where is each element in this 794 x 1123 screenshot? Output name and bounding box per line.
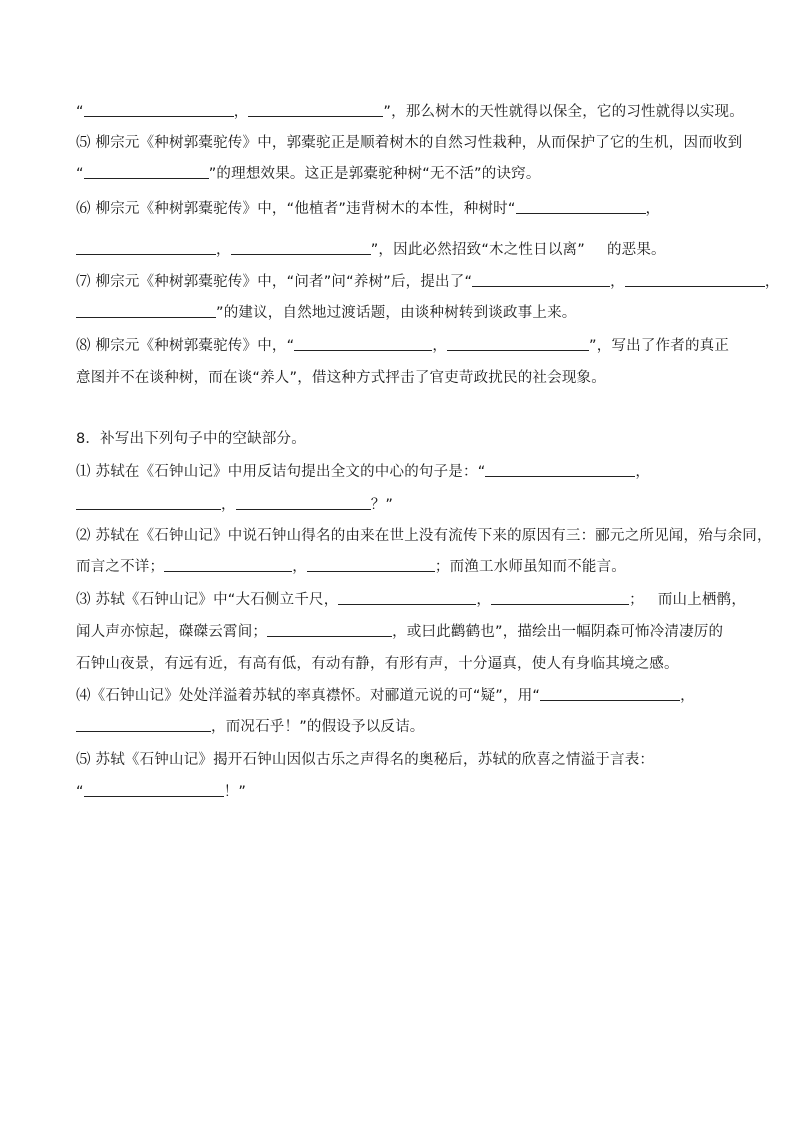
question-7-text: ⑺ 柳宗元《种树郭橐驼传》中，“问者”问“养树”后，提出了“: [76, 274, 473, 290]
section-title: 8．补写出下列句子中的空缺部分。: [76, 431, 306, 447]
answer-blank[interactable]: [76, 717, 211, 732]
line-m4: [76, 557, 726, 577]
comma: ，: [216, 242, 231, 258]
comma: ，: [645, 201, 661, 217]
quote-open: “: [76, 104, 84, 120]
quote-open: “: [76, 166, 84, 182]
answer-blank[interactable]: [267, 622, 392, 637]
line-m8: [76, 686, 726, 706]
line-8: [76, 336, 730, 356]
answer-blank[interactable]: [84, 102, 234, 117]
comma: ，: [635, 464, 651, 480]
sub-question-5-text: ⑸ 苏轼《石钟山记》揭开石钟山因似古乐之声得名的奥秘后，苏轼的欣喜之情溢于言表：: [76, 752, 655, 768]
answer-blank[interactable]: [164, 557, 292, 572]
quote-open: “: [76, 784, 84, 800]
answer-blank[interactable]: [625, 272, 765, 287]
answer-blank[interactable]: [447, 336, 589, 351]
question-5-text: ⑸ 柳宗元《种树郭橐驼传》中，郭橐驼正是顺着树木的自然习性栽种，从而保护了它的生机，因而收到: [76, 135, 743, 151]
answer-blank[interactable]: [491, 590, 629, 605]
line-m10: [76, 750, 726, 770]
line-6: [76, 272, 780, 292]
answer-blank[interactable]: [294, 336, 432, 351]
line-7: [76, 303, 726, 323]
line-1: [76, 102, 744, 122]
line-m6: [76, 622, 726, 642]
line-text: 石钟山夜景，有远有近，有高有低，有动有静，有形有声，十分逼真，使人有身临其境之感。: [76, 656, 679, 672]
answer-blank[interactable]: [472, 272, 610, 287]
comma: ，: [476, 592, 492, 608]
line-text: ，而况石乎！”的假设予以反诘。: [211, 719, 425, 735]
line-4: [76, 199, 726, 219]
line-2: [76, 133, 743, 153]
question-8-text: ⑻ 柳宗元《种树郭橐驼传》中，“: [76, 338, 295, 354]
answer-blank[interactable]: [76, 240, 216, 255]
line-text: ”的建议，自然地过渡话题，由谈种树转到谈政事上来。: [216, 305, 577, 321]
line-text: ！”: [223, 784, 247, 800]
answer-blank[interactable]: [540, 686, 680, 701]
comma: ，: [610, 274, 625, 290]
comma: ，: [292, 559, 307, 575]
comma: ，: [764, 274, 780, 290]
sub-question-4-text: ⑷《石钟山记》处处洋溢着苏轼的率真襟怀。对郦道元说的可“疑”，用“: [76, 688, 541, 704]
line-text: 意图并不在谈种树，而在谈“养人”，借这种方式抨击了官吏苛政扰民的社会现象。: [76, 370, 606, 386]
line-text: ”，写出了作者的真正: [589, 338, 730, 354]
question-8-heading: [76, 429, 726, 449]
answer-blank[interactable]: [307, 557, 435, 572]
comma: ，: [680, 688, 695, 704]
answer-blank[interactable]: [516, 199, 646, 214]
line-text: ”，因此必然招致“木之性日以离”: [370, 242, 585, 258]
comma: ，: [233, 104, 249, 120]
comma: ，: [432, 338, 448, 354]
answer-blank[interactable]: [231, 240, 371, 255]
line-m2: [76, 495, 726, 515]
answer-blank[interactable]: [84, 782, 224, 797]
line-m11: [76, 782, 726, 802]
answer-blank[interactable]: [76, 303, 216, 318]
line-text: 的恶果。: [606, 242, 666, 258]
line-m7: [76, 654, 726, 674]
line-text: ；而渔工水师虽知而不能言。: [434, 559, 627, 575]
sub-question-3-text: ⑶ 苏轼《石钟山记》中“大石侧立千尺，: [76, 592, 339, 608]
answer-blank[interactable]: [84, 164, 209, 179]
sub-question-1-text: ⑴ 苏轼在《石钟山记》中用反诘句提出全文的中心的句子是：“: [76, 464, 486, 480]
line-text: 而言之不详；: [76, 559, 165, 575]
answer-blank[interactable]: [485, 462, 635, 477]
line-m1: [76, 462, 726, 482]
line-text: ，或曰此鹳鹤也”，描绘出一幅阴森可怖冷清凄厉的: [392, 624, 724, 640]
line-text: 而山上栖鹘，: [657, 592, 747, 608]
line-9: [76, 368, 726, 388]
question-6-text: ⑹ 柳宗元《种树郭橐驼传》中，“他植者”违背树木的本性，种树时“: [76, 201, 516, 217]
answer-blank[interactable]: [248, 102, 383, 117]
semicolon: ；: [629, 592, 644, 608]
line-m3: [76, 526, 772, 546]
line-5: [76, 240, 726, 260]
line-m5: [76, 590, 747, 610]
line-text: 闻人声亦惊起，磔磔云霄间；: [76, 624, 268, 640]
line-text: ”，那么树木的天性就得以保全，它的习性就得以实现。: [383, 104, 744, 120]
line-m9: [76, 717, 726, 737]
answer-blank[interactable]: [236, 495, 371, 510]
line-text: ？”: [370, 497, 394, 513]
answer-blank[interactable]: [338, 590, 476, 605]
line-3: [76, 164, 726, 184]
sub-question-2-text: ⑵ 苏轼在《石钟山记》中说石钟山得名的由来在世上没有流传下来的原因有三：郦元之所见闻，殆与余同，: [76, 528, 772, 544]
answer-blank[interactable]: [76, 495, 221, 510]
line-text: ”的理想效果。这正是郭橐驼种树“无不活”的诀窍。: [208, 166, 541, 182]
comma: ，: [221, 497, 236, 513]
